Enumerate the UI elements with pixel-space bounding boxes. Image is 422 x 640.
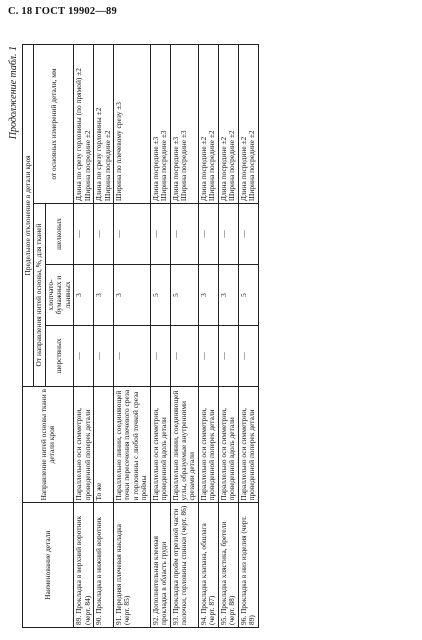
table-body (74, 45, 258, 628)
row-cotton-cell: 3 (113, 265, 150, 326)
header-silk: шелковых (45, 204, 73, 265)
row-main-cell (94, 45, 114, 204)
row-direction-cell: Параллельно линии, соединяющей углы, образуемые внутренними срезами детали (170, 386, 198, 503)
row-main-cell (170, 45, 198, 204)
header-wool: шерстяных (45, 325, 73, 386)
main-deviation-line: Длина по срезу горловины (по прямой) ±2 (74, 68, 84, 202)
row-cotton-cell: 5 (170, 265, 198, 326)
row-wool-cell: — (238, 325, 258, 386)
page-header: С. 18 ГОСТ 19902—89 (8, 6, 117, 17)
header-deviation-group: Предельное отклонение в детали кроя (23, 45, 34, 387)
header-direction: Направление нитей основы ткани в детали кроя (23, 386, 74, 503)
header-name: Наименование детали (23, 503, 74, 628)
row-main-cell (198, 45, 218, 204)
header-cotton: хлопчато-бумажных и льняных (45, 265, 73, 326)
table-row (74, 45, 94, 628)
row-silk-cell: — (170, 204, 198, 265)
main-deviation-line: Ширина посредине ±2 (247, 130, 257, 202)
row-name-cell: 91. Передняя плечевая накладка (черт. 85) (113, 503, 150, 628)
row-silk-cell: — (113, 204, 150, 265)
header-from-main: от основных измерений детали, мм (34, 45, 74, 204)
row-main-cell (238, 45, 258, 204)
tolerance-table (22, 44, 259, 628)
row-silk-cell: — (238, 204, 258, 265)
row-main-cell (150, 45, 170, 204)
row-wool-cell: — (150, 325, 170, 386)
row-silk-cell: — (218, 204, 238, 265)
row-name-cell: 95. Прокладка хлястика, бретели (черт. 88) (218, 503, 238, 628)
row-direction-cell: Параллельно оси симметрии, проведенной вдоль детали (218, 386, 238, 503)
table-row (113, 45, 150, 628)
row-direction-cell: То же (94, 386, 114, 503)
row-silk-cell: — (74, 204, 94, 265)
main-deviation-line: Ширина по плечевому срезу ±3 (113, 102, 123, 202)
header-from-threads: От направления нитей основы, %, для тканей (34, 204, 45, 387)
row-main-cell (218, 45, 238, 204)
row-name-cell: 96. Прокладка в низ изделия (черт. 89) (238, 503, 258, 628)
row-name-cell: 90. Прокладка в нижний воротник (94, 503, 114, 628)
row-cotton-cell: 5 (238, 265, 258, 326)
row-silk-cell: — (94, 204, 114, 265)
main-deviation-line: Длина посредине ±3 (150, 136, 160, 202)
row-direction-cell: Параллельно оси симметрии, проведенной поперек детали (238, 386, 258, 503)
main-deviation-line: Длина посредине ±3 (170, 136, 180, 202)
main-deviation-line: Ширина посредине ±3 (159, 130, 169, 202)
table-row (170, 45, 198, 628)
table-row (94, 45, 114, 628)
row-name-cell: 89. Прокладка в верхний воротник (черт. 84) (74, 503, 94, 628)
table-row (150, 45, 170, 628)
table-continuation-title: Продолжение табл. 1 (8, 46, 19, 140)
row-wool-cell: — (74, 325, 94, 386)
row-cotton-cell: 3 (94, 265, 114, 326)
main-deviation-line: Длина посредине ±2 (198, 136, 208, 202)
row-wool-cell: — (113, 325, 150, 386)
row-direction-cell: Параллельно линии, соединяющей точки пересечения плечевого среза и горловины с любой точкой среза проймы (113, 386, 150, 503)
table-row (218, 45, 238, 628)
row-direction-cell: Параллельно оси симметрии, проведенной поперек детали (198, 386, 218, 503)
row-wool-cell: — (94, 325, 114, 386)
row-main-cell (74, 45, 94, 204)
main-deviation-line: Ширина посредине ±2 (227, 130, 237, 202)
row-main-cell (113, 45, 150, 204)
row-direction-cell: Параллельно оси симметрии, проведенной поперек детали (74, 386, 94, 503)
table-row (238, 45, 258, 628)
main-deviation-line: Ширина посредине ±3 (179, 130, 188, 202)
row-name-cell: 93. Прокладка пройм отрезной части полочки, горловины спинки (черт. 86) (170, 503, 198, 628)
main-deviation-line: Ширина посредине ±2 (82, 130, 92, 202)
table-row (198, 45, 218, 628)
row-direction-cell: Параллельно оси симметрии, проведенной вдоль детали (150, 386, 170, 503)
row-silk-cell: — (198, 204, 218, 265)
main-deviation-line: Ширина посредине ±2 (102, 130, 112, 202)
row-cotton-cell: 3 (198, 265, 218, 326)
main-deviation-line: Длина по срезу горловины ±2 (94, 107, 104, 202)
row-cotton-cell: 3 (74, 265, 94, 326)
row-name-cell: 92. Дополнительная клеевая прокладка в область груди (150, 503, 170, 628)
main-deviation-line: Ширина посредине ±2 (207, 130, 217, 202)
row-wool-cell: — (170, 325, 198, 386)
row-wool-cell: — (198, 325, 218, 386)
main-deviation-line: Длина посредине ±2 (218, 136, 228, 202)
rotated-table-block (8, 44, 414, 628)
row-cotton-cell: 3 (218, 265, 238, 326)
row-cotton-cell: 5 (150, 265, 170, 326)
main-deviation-line: Длина посредине ±2 (238, 136, 248, 202)
row-silk-cell: — (150, 204, 170, 265)
row-name-cell: 94. Прокладка клапана, обшлага (черт. 87) (198, 503, 218, 628)
row-wool-cell: — (218, 325, 238, 386)
